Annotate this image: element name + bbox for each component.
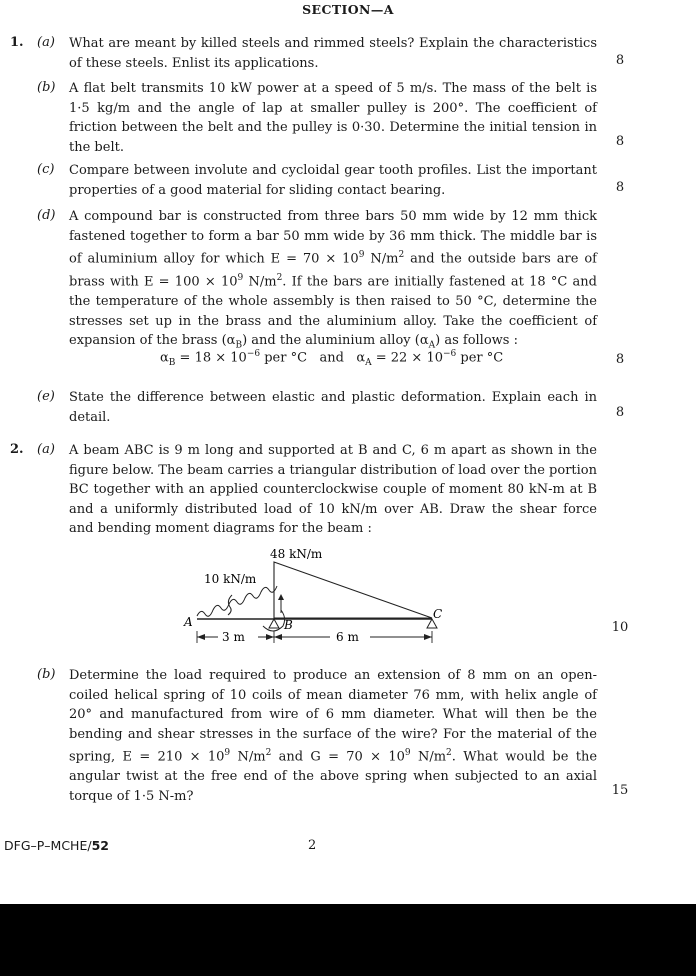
- marks-1b: 8: [615, 134, 625, 149]
- dim-bc-label: 6 m: [336, 630, 359, 644]
- part-label-2a: (a): [37, 442, 55, 457]
- dim-ab-label: 3 m: [222, 630, 245, 644]
- question-number-2: 2.: [10, 442, 24, 457]
- marks-2a: 10: [611, 620, 629, 635]
- marks-1a: 8: [615, 53, 625, 68]
- udl-load: [197, 586, 277, 616]
- part-label-2b: (b): [37, 667, 56, 682]
- label-b: B: [284, 618, 293, 632]
- question-1e-text: State the difference between elastic and plastic deformation. Explain each in detail.: [69, 390, 597, 425]
- load-max-label: 48 kN/m: [270, 547, 323, 561]
- section-title: SECTION—A: [302, 2, 394, 17]
- question-number-1: 1.: [10, 35, 24, 50]
- marks-2b: 15: [611, 783, 629, 798]
- part-label-1b: (b): [37, 80, 56, 95]
- question-2b-text: Determine the load required to produce an extension of 8 mm on an open- coiled helical spring of 10 coils of mean diameter 76 mm, with helix angle of 20° and manufactured from wire of 6 mm diameter. What will then be the bending and shear stresses in the surface of the wire? For the material of the spring, $E = 210 \times 10^9$ $N/m^2$ and $G = 70 \times 10^9$ $N/m^2$. What would be the angular twist at the free end of the above spring when subjected to an axial torque of 1·5 N-m?: [69, 668, 598, 804]
- paper-code: DFG–P–MCHE/52: [4, 838, 109, 853]
- part-label-1a: (a): [37, 35, 55, 50]
- question-1d-text: A compound bar is constructed from three bars 50 mm wide by 12 mm thick fastened together to form a bar 50 mm wide by 36 mm thick. The middle bar is of aluminium alloy for which $E = 70 \times 10^9$ $N/m^2$ and the outside bars are of brass with $E = 100 \times 10^9$ $N/m^2$. If the bars are initially fastened at 18 °C and the temperature of the whole assembly is then raised to 50 °C, determine the stresses set up in the brass and the aluminium alloy. Take the coefficient of expansion of the brass $(\alpha_B)$ and the aluminium alloy $(\alpha_A)$ as follows :: [69, 209, 597, 351]
- part-label-1c: (c): [37, 162, 55, 177]
- expansion-coefficients-formula: $\alpha_B = 18 \times 10^{-6}$ per °C and $\alpha_A = 22 \times 10^{-6}$ per °C: [160, 349, 504, 368]
- question-1a-text: What are meant by killed steels and rimmed steels? Explain the characteristics of these steels. Enlist its applications.: [69, 36, 597, 71]
- triangular-load: [274, 562, 432, 618]
- support-b: [269, 619, 279, 628]
- page-number: 2: [308, 838, 317, 853]
- marks-1e: 8: [615, 405, 625, 420]
- label-a: A: [184, 615, 193, 629]
- scan-edge-bar: [0, 904, 696, 976]
- udl-label: 10 kN/m: [204, 572, 257, 586]
- label-c: C: [433, 607, 443, 621]
- part-label-1d: (d): [37, 208, 56, 223]
- marks-1c: 8: [615, 180, 625, 195]
- couple-arrowhead: [278, 594, 284, 600]
- beam-figure: [170, 540, 460, 655]
- question-2a-text: A beam ABC is 9 m long and supported at B and C, 6 m apart as shown in the figure below. The beam carries a triangular distribution of load over the portion BC together with an applied counterclockwise couple of moment 80 kN-m at B and a uniformly distributed load of 10 kN/m over AB. Draw the shear force and bending moment diagrams for the beam :: [69, 443, 597, 537]
- part-label-1e: (e): [37, 389, 55, 404]
- udl-pointer: [228, 595, 232, 615]
- question-1c-text: Compare between involute and cycloidal gear tooth profiles. List the important properties of a good material for sliding contact bearing.: [69, 163, 597, 198]
- question-1b-text: A flat belt transmits 10 kW power at a speed of 5 m/s. The mass of the belt is 1·5 kg/m and the angle of lap at smaller pulley is 200°. The coefficient of friction between the belt and the pulley is 0·30. Determine the initial tension in the belt.: [69, 81, 597, 155]
- marks-1d: 8: [615, 352, 625, 367]
